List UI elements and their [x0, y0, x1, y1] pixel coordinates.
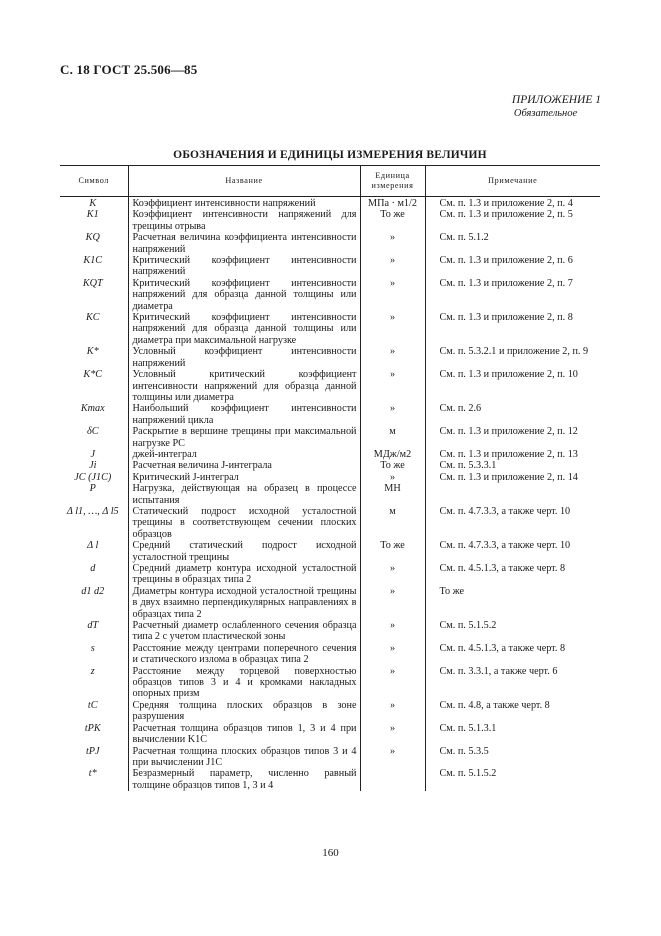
unit-cell: »	[360, 278, 425, 312]
name-cell: Расчетная толщина образцов типов 1, 3 и 4 при вычислении K1C	[128, 723, 360, 746]
unit-cell: То же	[360, 209, 425, 232]
name-cell: Средняя толщина плоских образцов в зоне разрушения	[128, 700, 360, 723]
note-cell: См. п. 4.7.3.3, а также черт. 10	[425, 540, 600, 563]
symbol-cell: K*	[86, 346, 99, 358]
note-cell: См. п. 4.7.3.3, а также черт. 10	[425, 506, 600, 540]
unit-cell: МДж/м2	[360, 449, 425, 460]
unit-cell: »	[360, 643, 425, 666]
unit-cell: »	[360, 723, 425, 746]
table-row	[60, 403, 600, 426]
document-reference: С. 18 ГОСТ 25.506—85	[60, 62, 198, 77]
symbol-cell: tPJ	[85, 745, 100, 757]
symbol-cell: tC	[87, 699, 98, 711]
name-cell: Критический J-интеграл	[128, 472, 360, 483]
symbol-cell: K1C	[83, 255, 103, 267]
symbol-cell: dT	[87, 620, 99, 632]
note-cell: См. п. 2.6	[425, 403, 600, 426]
name-cell: Диаметры контура исходной усталостной трещины в двух взаимно перпендикулярных направлениях в образцах типа 2	[128, 586, 360, 620]
table-row	[60, 768, 600, 791]
page-number: 160	[322, 847, 339, 859]
symbol-cell: Ji	[89, 460, 97, 472]
table-row	[60, 255, 600, 278]
appendix-label	[512, 94, 601, 120]
symbol-cell: P	[89, 483, 96, 495]
note-cell: См. п. 1.3 и приложение 2, п. 6	[425, 255, 600, 278]
name-cell: Расчетная толщина плоских образцов типов 3 и 4 при вычислении J1C	[128, 746, 360, 769]
table-row	[60, 209, 600, 232]
table-row	[60, 312, 600, 346]
unit-cell: »	[360, 586, 425, 620]
symbol-cell: KQ	[85, 232, 100, 244]
symbol-cell: JC (J1C)	[74, 471, 112, 483]
symbol-cell: J	[90, 448, 96, 460]
note-cell: См. п. 5.3.2.1 и приложение 2, п. 9	[425, 346, 600, 369]
table-row	[60, 472, 600, 483]
note-cell	[425, 483, 600, 506]
note-cell: См. п. 1.3 и приложение 2, п. 4	[425, 197, 600, 210]
table-title: ОБОЗНАЧЕНИЯ И ЕДИНИЦЫ ИЗМЕРЕНИЯ ВЕЛИЧИН	[173, 149, 487, 161]
table-row	[60, 666, 600, 700]
table-row	[60, 723, 600, 746]
note-cell: См. п. 4.8, а также черт. 8	[425, 700, 600, 723]
table-row	[60, 540, 600, 563]
note-cell: См. п. 1.3 и приложение 2, п. 8	[425, 312, 600, 346]
symbol-cell: d	[90, 563, 96, 574]
name-cell: Коэффициент интенсивности напряжений	[128, 197, 360, 210]
symbol-cell: K	[89, 198, 97, 209]
symbol-cell: KQT	[82, 277, 103, 289]
name-cell: Средний статический подрост исходной усталостной трещины	[128, 540, 360, 563]
table-row	[60, 700, 600, 723]
unit-cell: »	[360, 620, 425, 643]
symbol-cell: δC	[86, 426, 99, 438]
name-cell: Условный коэффициент интенсивности напряжений	[128, 346, 360, 369]
symbol-cell: z	[90, 665, 95, 677]
note-cell: См. п. 5.3.5	[425, 746, 600, 769]
unit-cell: м	[360, 506, 425, 540]
table-row	[60, 426, 600, 449]
unit-cell	[360, 768, 425, 791]
unit-cell: »	[360, 312, 425, 346]
table-row	[60, 483, 600, 506]
note-cell: См. п. 5.1.3.1	[425, 723, 600, 746]
table-row	[60, 369, 600, 403]
name-cell: Нагрузка, действующая на образец в процессе испытания	[128, 483, 360, 506]
symbol-cell: KC	[85, 312, 100, 324]
symbol-cell: K1	[86, 209, 99, 221]
unit-cell: »	[360, 403, 425, 426]
note-cell: См. п. 1.3 и приложение 2, п. 14	[425, 472, 600, 483]
symbol-cell: s	[90, 642, 95, 654]
unit-cell: »	[360, 346, 425, 369]
note-cell: См. п. 5.3.3.1	[425, 460, 600, 471]
name-cell: Расстояние между торцевой поверхностью образцов типов 3 и 4 и кромками накладных опорных призм	[128, 666, 360, 700]
note-cell: См. п. 1.3 и приложение 2, п. 13	[425, 449, 600, 460]
column-header-note: Примечание	[425, 166, 600, 197]
unit-cell: »	[360, 369, 425, 403]
unit-cell: То же	[360, 540, 425, 563]
name-cell: джей-интеграл	[128, 449, 360, 460]
name-cell: Безразмерный параметр, численно равный толщине образцов типов 1, 3 и 4	[128, 768, 360, 791]
table-row	[60, 643, 600, 666]
note-cell: См. п. 1.3 и приложение 2, п. 10	[425, 369, 600, 403]
appendix-subtitle: Обязательное	[513, 108, 578, 119]
note-cell: См. п. 1.3 и приложение 2, п. 12	[425, 426, 600, 449]
appendix-title: ПРИЛОЖЕНИЕ 1	[511, 94, 601, 106]
symbol-cell: tPK	[84, 722, 101, 734]
note-cell: См. п. 3.3.1, а также черт. 6	[425, 666, 600, 700]
table-row	[60, 197, 600, 210]
name-cell: Расстояние между центрами поперечного сечения и статического излома в образцах типа 2	[128, 643, 360, 666]
unit-cell: м	[360, 426, 425, 449]
note-cell: См. п. 5.1.5.2	[425, 620, 600, 643]
name-cell: Критический коэффициент интенсивности напряжений	[128, 255, 360, 278]
unit-cell: МН	[360, 483, 425, 506]
name-cell: Средний диаметр контура исходной усталостной трещины в образцах типа 2	[128, 563, 360, 586]
column-header-unit: Единица измерения	[360, 166, 425, 197]
column-header-name: Название	[128, 166, 360, 197]
table-row	[60, 278, 600, 312]
table-row	[60, 449, 600, 460]
symbol-cell: t*	[88, 768, 97, 780]
name-cell: Условный критический коэффициент интенсивности напряжений для образца данной толщины или диаметра	[128, 369, 360, 403]
note-cell: См. п. 4.5.1.3, а также черт. 8	[425, 643, 600, 666]
symbol-cell: Δ l1, …, Δ l5	[66, 505, 119, 517]
unit-cell: »	[360, 700, 425, 723]
name-cell: Критический коэффициент интенсивности напряжений для образца данной толщины или диаметра	[128, 278, 360, 312]
name-cell: Расчетный диаметр ослабленного сечения образца типа 2 с учетом пластической зоны	[128, 620, 360, 643]
note-cell: См. п. 5.1.2	[425, 232, 600, 255]
symbols-table	[60, 165, 600, 791]
name-cell: Расчетная величина J-интеграла	[128, 460, 360, 471]
table-header-row	[60, 166, 600, 197]
note-cell: См. п. 4.5.1.3, а также черт. 8	[425, 563, 600, 586]
unit-cell: »	[360, 232, 425, 255]
symbol-cell: K*C	[83, 369, 103, 381]
name-cell: Раскрытие в вершине трещины при максимальной нагрузке PC	[128, 426, 360, 449]
symbol-cell: Kmax	[80, 403, 105, 415]
table-row	[60, 620, 600, 643]
table-row	[60, 506, 600, 540]
note-cell: См. п. 1.3 и приложение 2, п. 7	[425, 278, 600, 312]
unit-cell: »	[360, 666, 425, 700]
table-row	[60, 586, 600, 620]
unit-cell: »	[360, 746, 425, 769]
table-row	[60, 563, 600, 586]
symbol-cell: Δ l	[87, 540, 99, 552]
unit-cell: »	[360, 563, 425, 586]
table-row	[60, 460, 600, 471]
table-row	[60, 232, 600, 255]
note-cell: То же	[425, 586, 600, 620]
table-row	[60, 746, 600, 769]
unit-cell: »	[360, 255, 425, 278]
name-cell: Расчетная величина коэффициента интенсивности напряжений	[128, 232, 360, 255]
column-header-symbol: Символ	[60, 166, 128, 197]
name-cell: Статический подрост исходной усталостной трещины в соответствующем сечении плоских образцов	[128, 506, 360, 540]
note-cell: См. п. 5.1.5.2	[425, 768, 600, 791]
name-cell: Наибольший коэффициент интенсивности напряжений цикла	[128, 403, 360, 426]
unit-cell: МПа · м1/2	[360, 197, 425, 210]
note-cell: См. п. 1.3 и приложение 2, п. 5	[425, 209, 600, 232]
table-row	[60, 346, 600, 369]
name-cell: Критический коэффициент интенсивности напряжений для образца данной толщины или диаметра при максимальной нагрузке	[128, 312, 360, 346]
symbol-cell: d1 d2	[81, 585, 105, 597]
name-cell: Коэффициент интенсивности напряжений для трещины отрыва	[128, 209, 360, 232]
unit-cell: »	[360, 472, 425, 483]
unit-cell: То же	[360, 460, 425, 471]
